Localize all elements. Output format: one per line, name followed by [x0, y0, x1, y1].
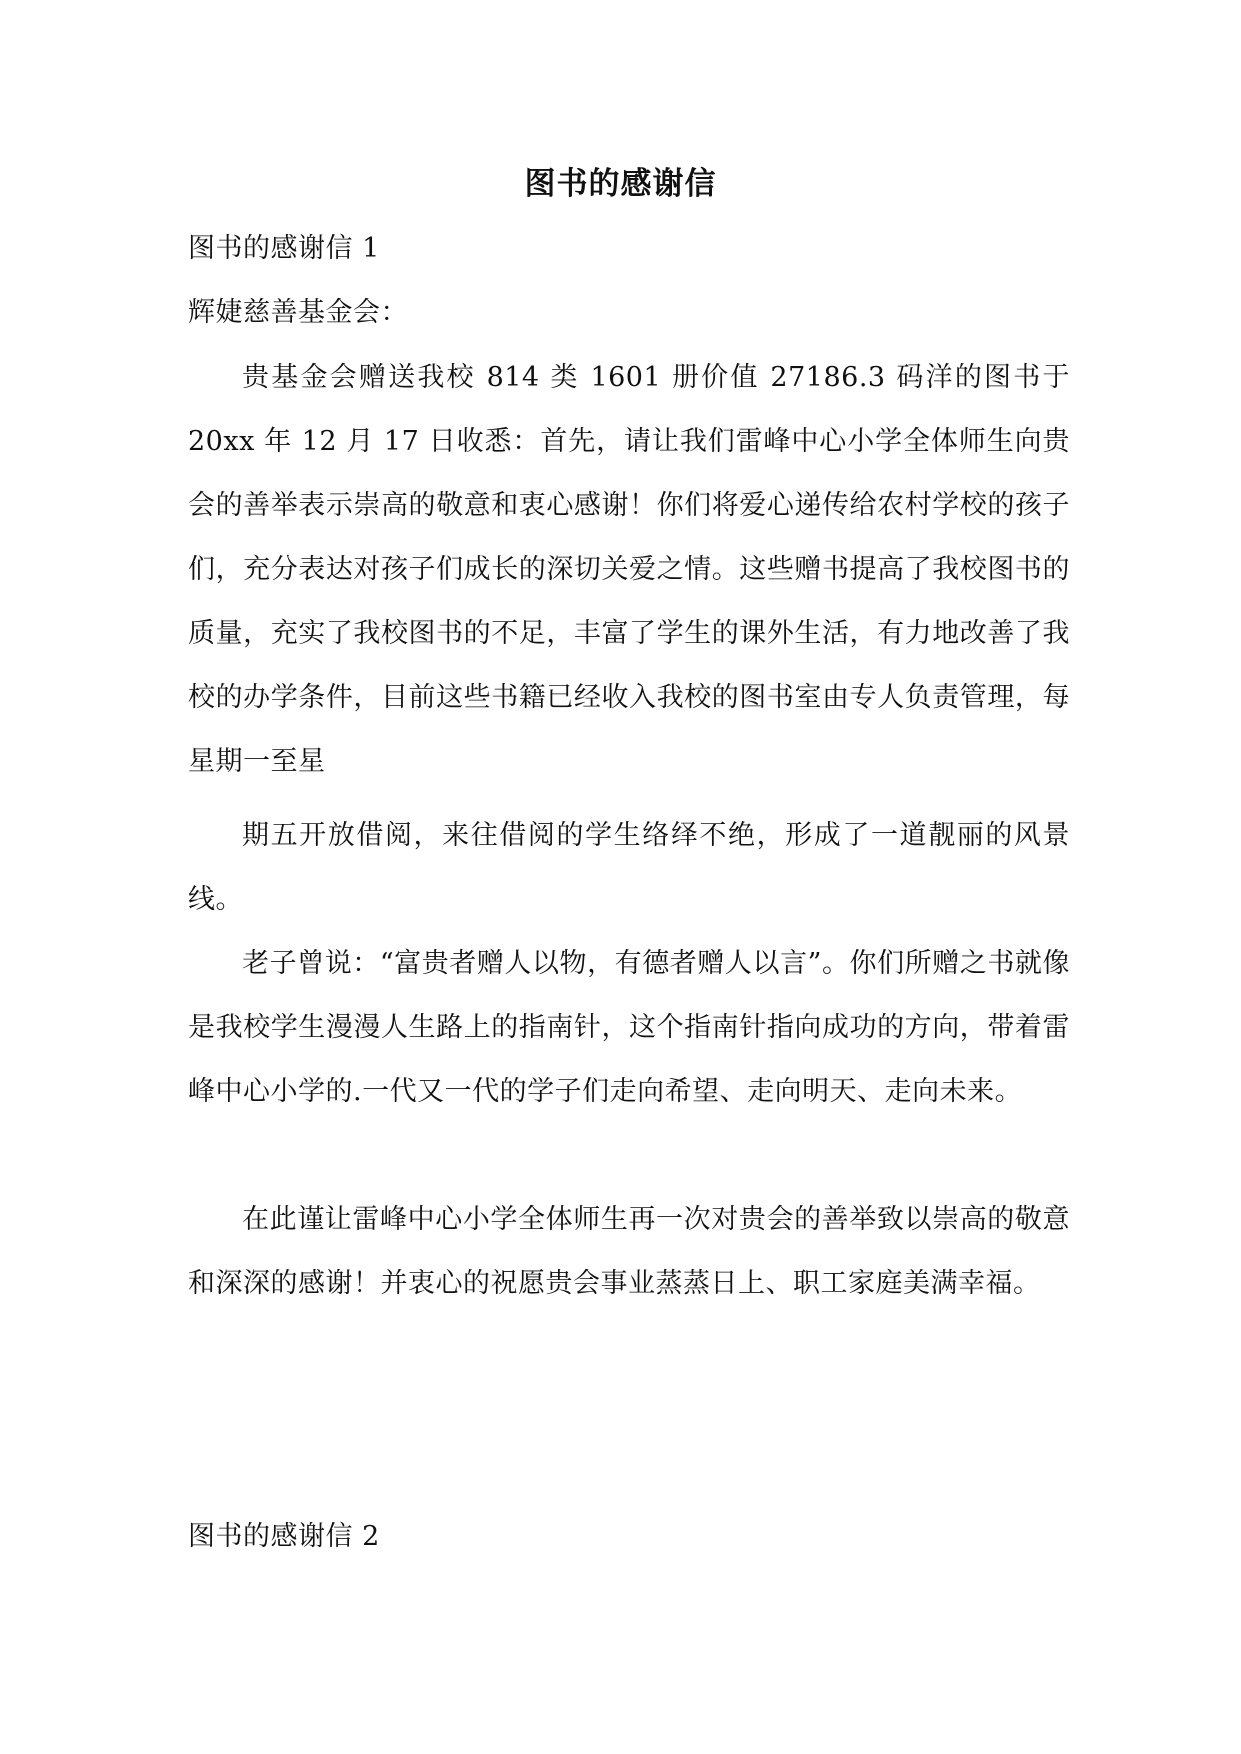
paragraph-3: 老子曾说：“富贵者赠人以物，有德者赠人以言”。你们所赠之书就像是我校学生漫漫人生路上的指南针，这个指南针指向成功的方向，带着雷峰中心小学的.一代又一代的学子们走向希望、走向明天、走向未来。 — [188, 948, 1070, 1107]
section-1-heading: 图书的感谢信 1 — [188, 233, 380, 264]
paragraph-2: 期五开放借阅，来往借阅的学生络绎不绝，形成了一道靓丽的风景线。 — [188, 820, 1070, 915]
paragraph-4: 在此谨让雷峰中心小学全体师生再一次对贵会的善举致以崇高的敬意和深深的感谢！并衷心的祝愿贵会事业蒸蒸日上、职工家庭美满幸福。 — [188, 1204, 1070, 1299]
salutation: 辉婕慈善基金会： — [188, 297, 408, 328]
paragraph-1: 贵基金会赠送我校 814 类 1601 册价值 27186.3 码洋的图书于 20xx 年 12 月 17 日收悉：首先，请让我们雷峰中心小学全体师生向贵会的善举表示崇高的敬意和衷心感谢！你们将爱心递传给农村学校的孩子们，充分表达对孩子们成长的深切关爱之情。这些赠书提高了我校图书的质量，充实了我校图书的不足，丰富了学生的课外生活，有力地改善了我校的办学条件，目前这些书籍已经收入我校的图书室由专人负责管理，每星期一至星 — [188, 362, 1070, 777]
section-2-heading: 图书的感谢信 2 — [188, 1521, 380, 1552]
document-title: 图书的感谢信 — [524, 166, 717, 202]
